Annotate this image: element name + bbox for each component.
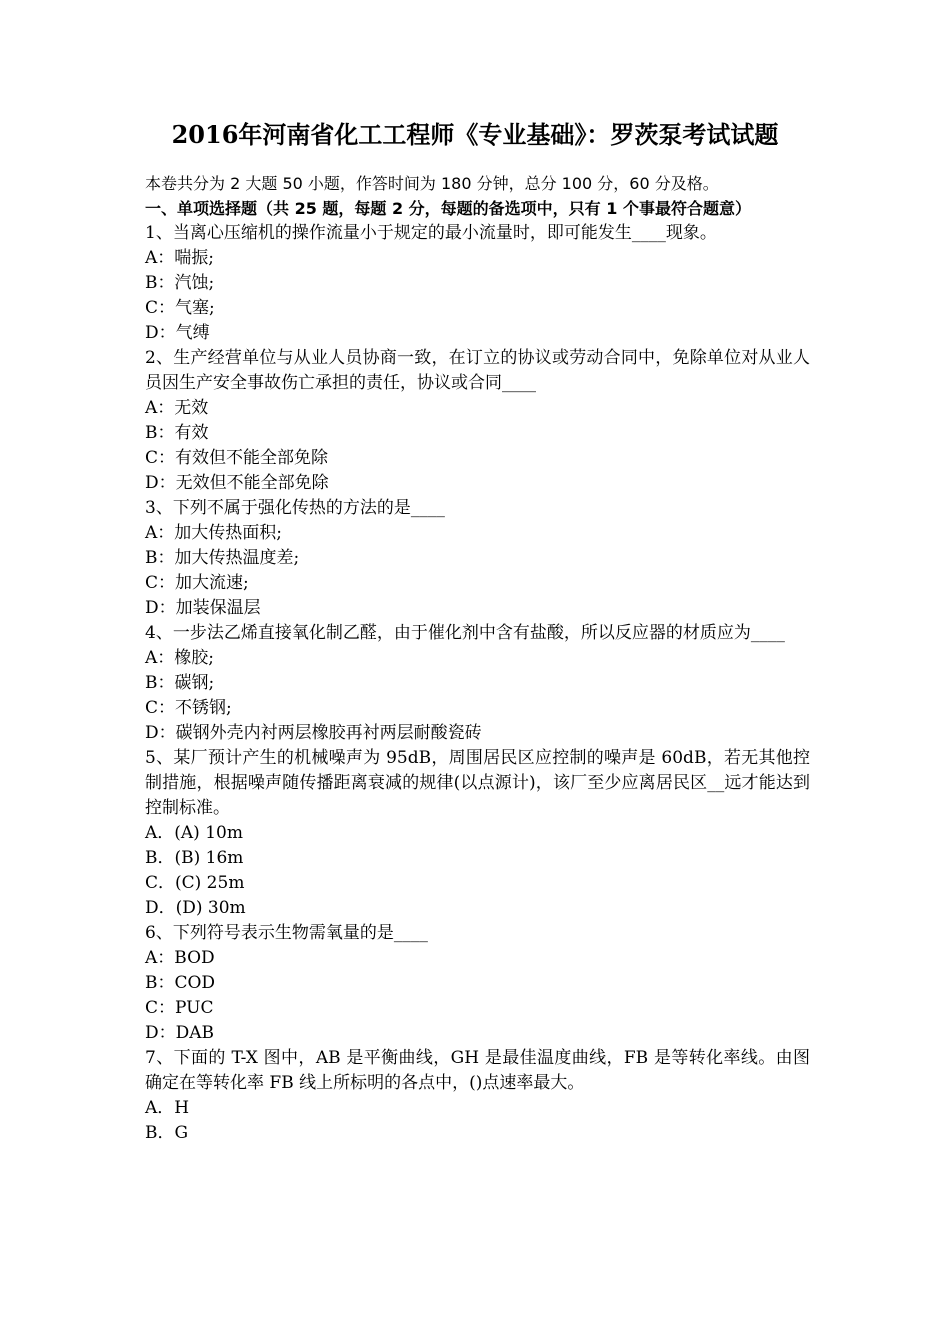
question-text: 7、下面的 T-X 图中，AB 是平衡曲线，GH 是最佳温度曲线，FB 是等转化率线。由图确定在等转化率 FB 线上所标明的各点中，()点速率最大。: [145, 1048, 810, 1093]
option-c: C：PUC: [145, 998, 214, 1018]
option-b: B．(B) 16m: [145, 848, 244, 868]
option-b: B：COD: [145, 973, 216, 993]
option-b: B．G: [145, 1123, 189, 1143]
question-6: [145, 921, 810, 1046]
option-a: A：无效: [145, 398, 209, 418]
question-text: 3、下列不属于强化传热的方法的是____: [145, 498, 445, 518]
option-a: A．(A) 10m: [145, 823, 243, 843]
option-a: A：橡胶;: [145, 648, 215, 668]
option-d: D：无效但不能全部免除: [145, 473, 329, 493]
option-b: B：汽蚀;: [145, 273, 215, 293]
option-d: D：碳钢外壳内衬两层橡胶再衬两层耐酸瓷砖: [145, 723, 482, 743]
question-7: [145, 1046, 810, 1146]
question-text: 2、生产经营单位与从业人员协商一致，在订立的协议或劳动合同中，免除单位对从业人员因生产安全事故伤亡承担的责任，协议或合同____: [145, 348, 810, 393]
question-text: 6、下列符号表示生物需氧量的是____: [145, 923, 428, 943]
document-body: [145, 171, 810, 1146]
question-text: 1、当离心压缩机的操作流量小于规定的最小流量时，即可能发生____现象。: [145, 223, 717, 243]
question-4: [145, 621, 810, 746]
question-text: 5、某厂预计产生的机械噪声为 95dB，周围居民区应控制的噪声是 60dB，若无其他控制措施，根据噪声随传播距离衰减的规律(以点源计)，该厂至少应离居民区__远才能达到控制标准。: [145, 748, 810, 818]
question-3: [145, 496, 810, 621]
section-heading: 一、单项选择题（共 25 题，每题 2 分，每题的备选项中，只有 1 个事最符合题意）: [145, 199, 751, 218]
option-a: A：喘振;: [145, 248, 215, 268]
question-5: [145, 746, 810, 921]
document-title: 2016年河南省化工工程师《专业基础》：罗茨泵考试试题: [171, 120, 779, 149]
exam-intro: 本卷共分为 2 大题 50 小题，作答时间为 180 分钟，总分 100 分，60 分及格。: [145, 174, 719, 193]
option-b: B：碳钢;: [145, 673, 215, 693]
question-text: 4、一步法乙烯直接氧化制乙醛，由于催化剂中含有盐酸，所以反应器的材质应为____: [145, 623, 785, 643]
option-c: C：加大流速;: [145, 573, 249, 593]
option-c: C：有效但不能全部免除: [145, 448, 329, 468]
option-d: D．(D) 30m: [145, 898, 246, 918]
option-d: D：加装保温层: [145, 598, 261, 618]
option-d: D：气缚: [145, 323, 210, 343]
option-a: A．H: [145, 1098, 190, 1118]
question-1: [145, 221, 810, 346]
option-b: B：加大传热温度差;: [145, 548, 300, 568]
option-b: B：有效: [145, 423, 209, 443]
question-2: [145, 346, 810, 496]
option-a: A：加大传热面积;: [145, 523, 283, 543]
option-a: A：BOD: [145, 948, 215, 968]
option-c: C：气塞;: [145, 298, 215, 318]
option-c: C．(C) 25m: [145, 873, 245, 893]
option-d: D：DAB: [145, 1023, 215, 1043]
option-c: C：不锈钢;: [145, 698, 232, 718]
